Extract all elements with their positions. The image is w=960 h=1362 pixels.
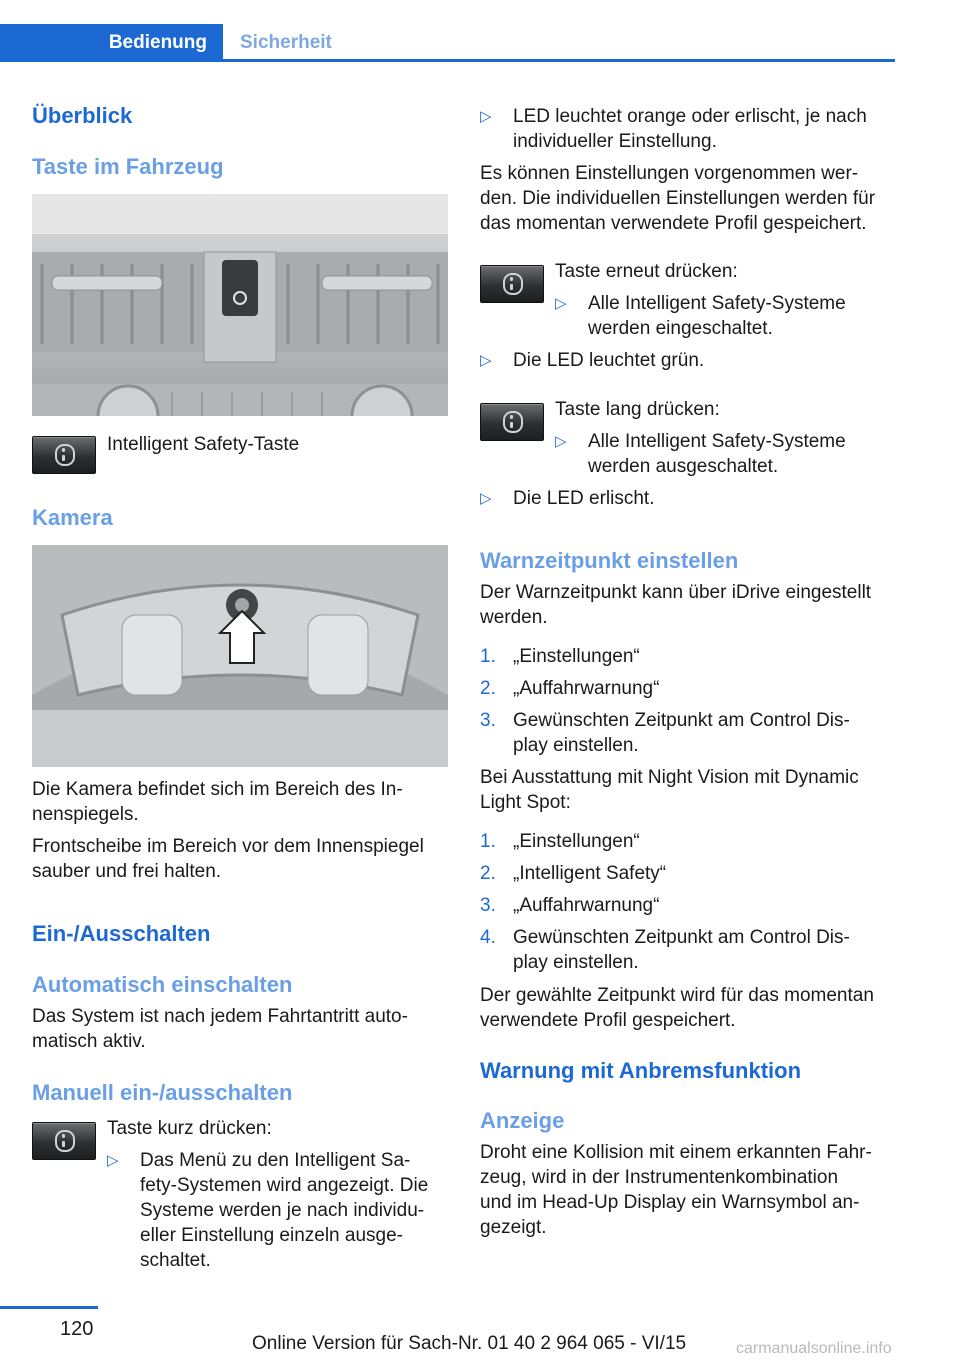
press-again-text: Taste erneut drücken: [555, 261, 738, 282]
footer-online-version: Online Version für Sach-Nr. 01 40 2 964 065 - VI/15 [252, 1333, 687, 1354]
heading-taste-im-fahrzeug: Taste im Fahrzeug [32, 154, 224, 179]
night-vision-paragraph: Bei Ausstattung mit Night Vision mit Dynamic Light Spot: [480, 767, 859, 813]
triangle-bullet-icon: ▷ [480, 352, 492, 369]
watermark: carmanualsonline.info [736, 1340, 892, 1357]
intelligent-safety-button-icon-2 [32, 1122, 96, 1160]
heading-ein-ausschalten: Ein-/Ausschalten [32, 921, 211, 946]
heading-automatisch-einschalten: Automatisch einschalten [32, 972, 293, 997]
intelligent-safety-button-icon-4 [480, 403, 544, 441]
dashboard-vents-image [32, 194, 448, 416]
warn-time-paragraph: Der Warnzeitpunkt kann über iDrive eingestellt werden. [480, 582, 872, 628]
tab-sicherheit[interactable]: Sicherheit [240, 32, 332, 53]
triangle-bullet-icon: ▷ [555, 433, 567, 450]
heading-manuell: Manuell ein-/ausschalten [32, 1080, 293, 1105]
press-short-text: Taste kurz drücken: [107, 1118, 272, 1139]
intelligent-safety-button-icon-3 [480, 265, 544, 303]
page-number: 120 [60, 1318, 94, 1340]
triangle-bullet-icon: ▷ [480, 108, 492, 125]
camera-paragraph-2: Frontscheibe im Bereich vor dem Innenspiegel sauber und frei halten. [32, 836, 424, 882]
display-paragraph: Droht eine Kollision mit einem erkannten Fahr- zeug, wird in der Instrumentenkombination und im Head-Up Display ein Warnsymbol an- gezeigt. [480, 1142, 872, 1238]
heading-ueberblick: Überblick [32, 103, 133, 128]
chosen-time-paragraph: Der gewählte Zeitpunkt wird für das momentan verwendete Profil gespeichert. [480, 985, 874, 1031]
tab-bedienung[interactable]: Bedienung [0, 24, 223, 62]
heading-kamera: Kamera [32, 505, 113, 530]
triangle-bullet-icon: ▷ [107, 1152, 119, 1169]
triangle-bullet-icon: ▷ [480, 490, 492, 507]
intelligent-safety-button-icon [32, 436, 96, 474]
heading-warnung-anbremsfunktion: Warnung mit Anbremsfunktion [480, 1058, 802, 1083]
camera-photo [32, 545, 448, 767]
press-long-text: Taste lang drücken: [555, 399, 720, 420]
windshield-camera-image [32, 545, 448, 767]
header-tabbar [0, 24, 895, 62]
triangle-bullet-icon: ▷ [555, 295, 567, 312]
button-caption: Intelligent Safety-Taste [107, 434, 300, 455]
auto-paragraph: Das System ist nach jedem Fahrtantritt auto- matisch aktiv. [32, 1006, 408, 1052]
heading-warnzeitpunkt: Warnzeitpunkt einstellen [480, 548, 739, 573]
settings-paragraph: Es können Einstellungen vorgenommen wer- den. Die individuellen Einstellungen werden für das momentan verwendete Profil gespeichert. [480, 163, 876, 234]
footer-rule [0, 1306, 98, 1309]
heading-anzeige: Anzeige [480, 1108, 565, 1133]
dashboard-photo [32, 194, 448, 416]
camera-paragraph-1: Die Kamera befindet sich im Bereich des In- nenspiegels. [32, 779, 403, 825]
